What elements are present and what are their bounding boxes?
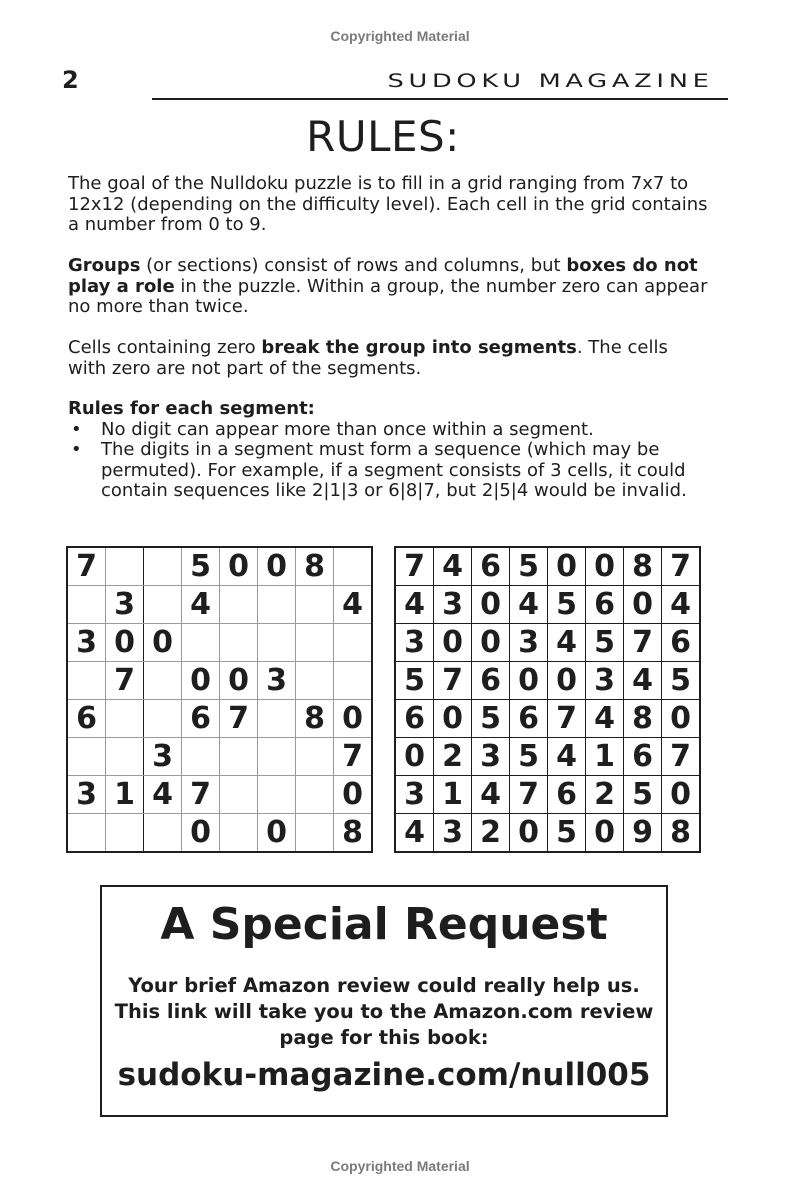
grid-cell [67, 662, 106, 700]
grid-cell [258, 738, 296, 776]
grid-cell: 7 [67, 547, 106, 586]
puzzle-grid [66, 546, 373, 853]
grid-cell [334, 624, 373, 662]
bold-segments: break the group into segments [261, 337, 577, 358]
grid-cell: 0 [144, 624, 182, 662]
rules-paragraph-zero [68, 338, 708, 379]
grid-cell: 5 [510, 738, 548, 776]
grid-cell: 1 [106, 776, 144, 814]
grid-row [67, 586, 372, 624]
grid-cell: 7 [434, 662, 472, 700]
grid-cell [144, 547, 182, 586]
grid-cell: 0 [586, 547, 624, 586]
grid-cell: 0 [624, 586, 662, 624]
grid-cell: 9 [624, 814, 662, 853]
grid-cell: 7 [220, 700, 258, 738]
text-groups-2: in the puzzle. Within a group, the number zero can appear no more than twice. [68, 275, 708, 317]
grid-cell: 5 [662, 662, 701, 700]
magazine-title: SUDOKU MAGAZINE [387, 70, 714, 92]
grid-cell: 4 [472, 776, 510, 814]
grid-cell: 3 [144, 738, 182, 776]
grid-cell [258, 624, 296, 662]
grid-cell: 5 [548, 814, 586, 853]
segment-rule-item: • No digit can appear more than once within a segment. [68, 420, 708, 441]
grid-cell: 3 [67, 624, 106, 662]
bold-boxes: boxes do not play a role [68, 255, 698, 297]
grid-cell: 7 [548, 700, 586, 738]
grid-cell [296, 738, 334, 776]
grid-row [67, 814, 372, 853]
text-zero-1: Cells containing zero [68, 337, 262, 358]
special-request-title: A Special Request [160, 899, 608, 950]
grid-cell [334, 662, 373, 700]
grid-cell: 6 [586, 586, 624, 624]
grid-cell: 0 [106, 624, 144, 662]
grid-cell [296, 586, 334, 624]
grid-cell: 2 [472, 814, 510, 853]
grid-row [395, 624, 700, 662]
grid-cell [67, 738, 106, 776]
grid-cell: 0 [662, 700, 701, 738]
grid-cell: 3 [67, 776, 106, 814]
grid-cell: 5 [510, 547, 548, 586]
grid-cell [296, 814, 334, 853]
grid-cell: 3 [106, 586, 144, 624]
grid-cell [334, 547, 373, 586]
grid-row [395, 700, 700, 738]
grid-cell: 8 [296, 547, 334, 586]
grid-cell: 3 [258, 662, 296, 700]
grid-cell: 6 [510, 700, 548, 738]
grid-cell: 2 [586, 776, 624, 814]
grid-row [67, 700, 372, 738]
grid-cell: 4 [510, 586, 548, 624]
grid-cell [144, 586, 182, 624]
grid-cell: 3 [586, 662, 624, 700]
grid-row [395, 586, 700, 624]
grid-cell: 7 [395, 547, 434, 586]
grid-cell [182, 738, 220, 776]
grid-cell [106, 738, 144, 776]
grid-cell: 4 [548, 738, 586, 776]
grid-cell: 4 [182, 586, 220, 624]
rules-paragraph-groups [68, 256, 708, 318]
grid-cell: 8 [624, 700, 662, 738]
grid-row [67, 662, 372, 700]
special-request-box [100, 885, 668, 1117]
grid-cell: 6 [182, 700, 220, 738]
grid-row [67, 547, 372, 586]
grid-row [67, 776, 372, 814]
grid-cell: 8 [662, 814, 701, 853]
grid-cell: 6 [662, 624, 701, 662]
grid-cell: 3 [395, 624, 434, 662]
grid-cell: 2 [434, 738, 472, 776]
page-number: 2 [62, 66, 79, 94]
grid-cell: 0 [220, 547, 258, 586]
grid-cell [106, 814, 144, 853]
text-zero-2: . The cells with zero are not part of the segments. [68, 337, 668, 379]
grid-cell: 4 [548, 624, 586, 662]
grid-cell [67, 814, 106, 853]
grid-cell [144, 814, 182, 853]
grid-cell: 0 [548, 547, 586, 586]
grid-cell: 4 [662, 586, 701, 624]
copyright-notice-bottom: Copyrighted Material [330, 1158, 470, 1174]
grid-cell: 0 [182, 662, 220, 700]
grid-cell: 3 [434, 814, 472, 853]
grid-cell: 8 [624, 547, 662, 586]
grid-cell: 0 [586, 814, 624, 853]
grid-cell: 4 [144, 776, 182, 814]
grid-cell: 8 [334, 814, 373, 853]
grid-row [395, 738, 700, 776]
grid-cell: 6 [624, 738, 662, 776]
grid-cell: 7 [106, 662, 144, 700]
grid-cell: 7 [624, 624, 662, 662]
rules-heading: RULES: [306, 112, 460, 161]
header-rule [152, 98, 728, 100]
grid-row [67, 624, 372, 662]
segment-rules [68, 399, 708, 502]
grid-cell: 5 [548, 586, 586, 624]
grid-cell: 8 [296, 700, 334, 738]
grid-cell: 6 [67, 700, 106, 738]
grid-cell: 0 [334, 700, 373, 738]
grid-cell: 5 [182, 547, 220, 586]
grid-cell: 4 [334, 586, 373, 624]
bold-groups: Groups [68, 255, 141, 276]
grid-cell [220, 776, 258, 814]
solution-grid [394, 546, 701, 853]
special-request-line: Your brief Amazon review could really help us. [128, 974, 640, 997]
grid-cell: 7 [182, 776, 220, 814]
special-request-body [102, 973, 666, 1051]
grid-cell: 0 [258, 814, 296, 853]
grid-cell: 5 [395, 662, 434, 700]
grid-cell: 0 [220, 662, 258, 700]
rules-paragraph-goal: The goal of the Nulldoku puzzle is to fill in a grid ranging from 7x7 to 12x12 (depending on the difficulty level). Each cell in the grid contains a number from 0 to 9. [68, 173, 708, 235]
grid-cell: 0 [662, 776, 701, 814]
grid-cell: 0 [548, 662, 586, 700]
grid-cell: 4 [624, 662, 662, 700]
grid-cell [296, 662, 334, 700]
grid-cell: 4 [434, 547, 472, 586]
copyright-notice-top: Copyrighted Material [330, 28, 470, 44]
grid-cell [258, 586, 296, 624]
grid-cell: 3 [510, 624, 548, 662]
grid-cell: 1 [434, 776, 472, 814]
grid-cell: 0 [258, 547, 296, 586]
grid-cell: 7 [662, 738, 701, 776]
grid-cell [296, 776, 334, 814]
special-request-line: page for this book: [279, 1026, 489, 1049]
grid-cell: 0 [510, 814, 548, 853]
grid-cell [258, 776, 296, 814]
grid-cell: 5 [624, 776, 662, 814]
grid-row [395, 776, 700, 814]
grid-cell [144, 700, 182, 738]
segment-rules-title: Rules for each segment: [68, 398, 315, 419]
grid-cell: 0 [434, 624, 472, 662]
grid-cell: 3 [434, 586, 472, 624]
grid-cell [182, 624, 220, 662]
grid-cell: 0 [434, 700, 472, 738]
grid-cell: 0 [472, 586, 510, 624]
grid-cell [67, 586, 106, 624]
grid-row [67, 738, 372, 776]
grid-cell: 0 [334, 776, 373, 814]
grid-cell [106, 547, 144, 586]
grid-cell [296, 624, 334, 662]
grid-cell: 4 [395, 814, 434, 853]
grid-cell: 4 [586, 700, 624, 738]
grid-cell: 0 [182, 814, 220, 853]
special-request-line: This link will take you to the Amazon.com review [114, 1000, 654, 1023]
grid-cell [220, 738, 258, 776]
grid-cell: 6 [395, 700, 434, 738]
grid-cell: 3 [395, 776, 434, 814]
grid-cell [258, 700, 296, 738]
grid-cell [144, 662, 182, 700]
grid-cell: 7 [334, 738, 373, 776]
grid-cell: 1 [586, 738, 624, 776]
review-link[interactable]: sudoku-magazine.com/null005 [117, 1057, 651, 1093]
grid-cell [220, 624, 258, 662]
grid-cell: 5 [586, 624, 624, 662]
segment-rule-item: • The digits in a segment must form a sequence (which may be permuted). For example, if a segment consists of 3 cells, it could contain sequences like 2|1|3 or 6|8|7, but 2|5|4 would be invalid. [68, 440, 708, 502]
grid-cell: 0 [510, 662, 548, 700]
grid-cell: 0 [395, 738, 434, 776]
grid-cell: 3 [472, 738, 510, 776]
grid-cell: 6 [548, 776, 586, 814]
grid-cell: 6 [472, 662, 510, 700]
grid-row [395, 547, 700, 586]
grid-cell [220, 814, 258, 853]
grid-row [395, 814, 700, 853]
grid-row [395, 662, 700, 700]
grid-cell [220, 586, 258, 624]
grid-cell: 5 [472, 700, 510, 738]
grid-cell [106, 700, 144, 738]
text-groups-1: (or sections) consist of rows and columns, but [140, 255, 567, 276]
grid-cell: 7 [510, 776, 548, 814]
grid-cell: 7 [662, 547, 701, 586]
grid-cell: 0 [472, 624, 510, 662]
grid-cell: 6 [472, 547, 510, 586]
grid-cell: 4 [395, 586, 434, 624]
